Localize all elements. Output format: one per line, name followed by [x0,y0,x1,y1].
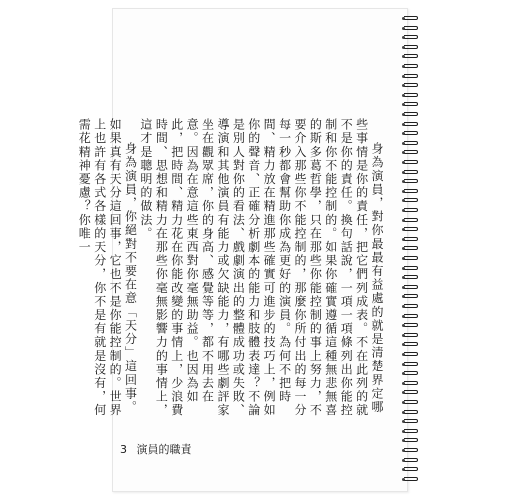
spiral-binding [402,16,420,492]
binding-coil [402,410,420,416]
binding-coil [402,390,420,396]
body-text [77,118,384,420]
binding-coil [402,218,420,224]
binding-coil [402,467,420,473]
binding-coil [402,16,420,22]
binding-coil [402,208,420,214]
binding-coil [402,160,420,166]
binding-coil [402,237,420,243]
binding-coil [402,227,420,233]
binding-coil [402,141,420,147]
binding-coil [402,74,420,80]
binding-coil [402,131,420,137]
binding-coil [402,400,420,406]
binding-coil [402,170,420,176]
paragraph-2: 身為演員，你絕對不要在意「天分」這回事。如果真有天分這回事，它也不是你能控制的。世界上也許有各式各樣的天分，你不是有就是沒有，何需花精神憂慮？你唯一 [77,118,138,418]
binding-coil [402,275,420,281]
binding-coil [402,83,420,89]
binding-coil [402,304,420,310]
binding-coil [402,112,420,118]
binding-coil [402,477,420,483]
binding-coil [402,198,420,204]
page-number: 3 [120,443,127,456]
binding-coil [402,429,420,435]
binding-coil [402,381,420,387]
chapter-title: 演員的職責 [136,443,192,456]
binding-coil [402,93,420,99]
binding-coil [402,45,420,51]
binding-coil [402,294,420,300]
binding-coil [402,448,420,454]
binding-coil [402,266,420,272]
binding-coil [402,323,420,329]
binding-coil [402,352,420,358]
binding-coil [402,246,420,252]
binding-coil [402,35,420,41]
binding-coil [402,371,420,377]
binding-coil [402,179,420,185]
binding-coil [402,314,420,320]
binding-coil [402,150,420,156]
binding-coil [402,333,420,339]
binding-coil [402,342,420,348]
binding-coil [402,438,420,444]
binding-coil [402,122,420,128]
binding-coil [402,256,420,262]
binding-coil [402,458,420,464]
binding-coil [402,285,420,291]
page-footer [120,441,192,457]
binding-coil [402,26,420,32]
binding-coil [402,102,420,108]
binding-coil [402,54,420,60]
binding-coil [402,362,420,368]
paragraph-1: 身為演員，對你最最有益處的就是清楚界定哪些事情是你的責任，把它們列成表。不在此列的就不是你的責任。換句話說，一項一項條列出你能控制和你不能控制的。如果你確實遵循這種無悲無喜的斯多葛哲學，只在那些你能控制的事上努力，不要介入那些你不能控制的，那麼你所付出的每一分每一秒都會幫助你成為更好的演員。為何不把時間、精力放在精進那些確實可進步的技巧上，例如你的聲音、正確分析劇本的能力和肢體表達？不論是別人對你的看法、戲劇演出的整體成功或失敗、導演和其他演員有能力或欠缺能力，有哪些劇評家坐在觀眾席，你的身高、感覺等等，都不用去在意。因為在意這些東西對你毫無助益。也因為如此，把時間、精力花在你能改變的事情上，少浪費時間、思想和精力在那些你毫無影響力的事情上，這才是聰明的做法。 [138,118,384,418]
binding-coil [402,64,420,70]
binding-coil [402,419,420,425]
binding-coil [402,189,420,195]
